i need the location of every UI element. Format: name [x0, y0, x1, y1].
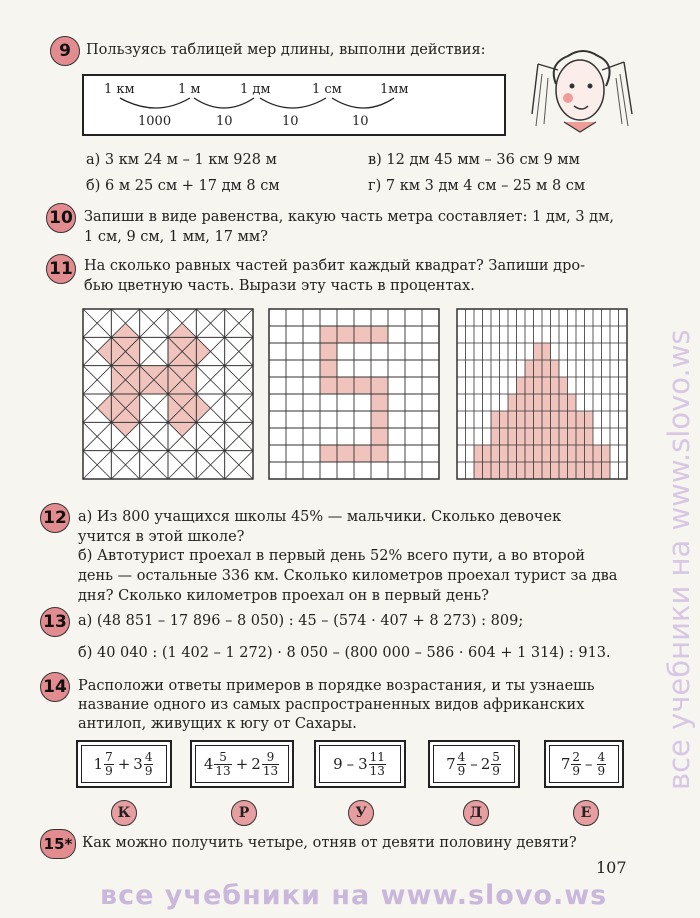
factor-1000: 1000: [138, 114, 172, 129]
operator: –: [585, 755, 593, 773]
watermark-bottom: все учебники на www.slovo.ws: [100, 880, 608, 911]
task10-line1: Запиши в виде равенства, какую часть метра составляет: 1 дм, 3 дм,: [84, 209, 614, 225]
operator: –: [346, 755, 355, 773]
example-u: [314, 740, 406, 788]
task11-line2: бью цветную часть. Вырази эту часть в процентах.: [84, 278, 475, 294]
task9-g: г) 7 км 3 дм 4 см – 25 м 8 см: [368, 178, 586, 194]
fraction: $\frac{4}{9}$: [457, 749, 466, 778]
example-k: [76, 740, 172, 788]
fraction: $\frac{4}{9}$: [597, 749, 606, 778]
answer-letter: К: [111, 800, 137, 826]
task14-line1: Расположи ответы примеров в порядке возрастания, и ты узнаешь: [78, 678, 595, 694]
task-number-badge: 9: [50, 36, 80, 66]
task12-a-line1: а) Из 800 учащихся школы 45% — мальчики. Сколько девочек: [78, 509, 562, 525]
length-units-table: [82, 74, 506, 136]
whole: 3: [133, 755, 143, 773]
operator: +: [117, 755, 131, 773]
task-number-badge: 10: [46, 203, 76, 233]
task-number-badge: 14: [40, 672, 70, 702]
task-number-badge: 11: [46, 254, 76, 284]
fraction: $\frac{5}{9}$: [492, 749, 500, 778]
whole: 2: [480, 755, 491, 773]
whole: 7: [446, 755, 456, 773]
answer-letter: Е: [573, 800, 599, 826]
page-number: 107: [596, 858, 627, 877]
task13-a: а) (48 851 – 17 896 – 8 050) : 45 – (574 · 407 + 8 273) : 809;: [78, 613, 524, 629]
example-e: [544, 740, 624, 788]
fraction: $\frac{4}{9}$: [144, 749, 153, 778]
task14-line3: антилоп, живущих к югу от Сахары.: [78, 716, 357, 732]
task12-b-line1: б) Автотурист проехал в первый день 52% всего пути, а во второй: [78, 548, 586, 564]
unit-cm: 1 см: [312, 82, 342, 97]
answer-letter: У: [348, 800, 374, 826]
task15-text: Как можно получить четыре, отняв от девяти половину девяти?: [82, 835, 577, 851]
example-d: [428, 740, 520, 788]
task9-b: б) 6 м 25 см + 17 дм 8 см: [86, 178, 280, 194]
answer-letter: Д: [463, 800, 489, 826]
square-with-digit-5: [268, 308, 440, 480]
task11-line1: На сколько равных частей разбит каждый квадрат? Запиши дро-: [84, 258, 586, 274]
whole: 1: [93, 755, 104, 773]
square-with-pyramid: [456, 308, 628, 480]
conversion-arcs: [84, 94, 504, 114]
unit-mm: 1мм: [380, 82, 409, 97]
task12-b-line3: дня? Сколько километров проехал он в первый день?: [78, 588, 489, 604]
whole: 4: [203, 755, 214, 773]
task9-text: Пользуясь таблицей мер длины, выполни действия:: [86, 42, 486, 58]
factor-10-a: 10: [216, 114, 233, 129]
task10-line2: 1 см, 9 см, 1 мм, 17 мм?: [84, 229, 268, 245]
task9-v: в) 12 дм 45 мм – 36 см 9 мм: [368, 152, 580, 168]
task-number-badge: 12: [40, 503, 70, 533]
task13-b: б) 40 040 : (1 402 – 1 272) · 8 050 – (800 000 – 586 · 604 + 1 314) : 913.: [78, 645, 611, 661]
whole: 2: [251, 755, 261, 773]
fraction: $\frac{9}{13}$: [262, 749, 279, 778]
fraction: $\frac{2}{9}$: [572, 749, 581, 778]
watermark-side: все учебники на www.slovo.ws: [662, 329, 696, 790]
fraction: $\frac{5}{13}$: [215, 749, 231, 778]
square-with-letter-n: [82, 308, 254, 480]
task-number-badge: 15*: [40, 829, 76, 859]
fraction: $\frac{11}{13}$: [369, 749, 385, 778]
whole: 7: [560, 755, 571, 773]
unit-dm: 1 дм: [240, 82, 271, 97]
unit-m: 1 м: [178, 82, 201, 97]
answer-letter: Р: [231, 800, 257, 826]
task-number-badge: 13: [40, 607, 70, 637]
whole: 3: [358, 755, 368, 773]
task12-a-line2: учится в этой школе?: [78, 529, 245, 545]
girl-illustration: [528, 34, 638, 144]
task12-b-line2: день — остальные 336 км. Сколько километров проехал турист за два: [78, 568, 618, 584]
task14-line2: название одного из самых распространенных видов африканских: [78, 697, 585, 713]
factor-10-c: 10: [352, 114, 369, 129]
operator: –: [470, 755, 478, 773]
operator: +: [235, 755, 249, 773]
fraction: $\frac{7}{9}$: [105, 749, 113, 778]
unit-km: 1 км: [104, 82, 135, 97]
factor-10-b: 10: [282, 114, 299, 129]
whole: 9: [333, 755, 343, 773]
task9-a: а) 3 км 24 м – 1 км 928 м: [86, 152, 277, 168]
example-r: [190, 740, 294, 788]
